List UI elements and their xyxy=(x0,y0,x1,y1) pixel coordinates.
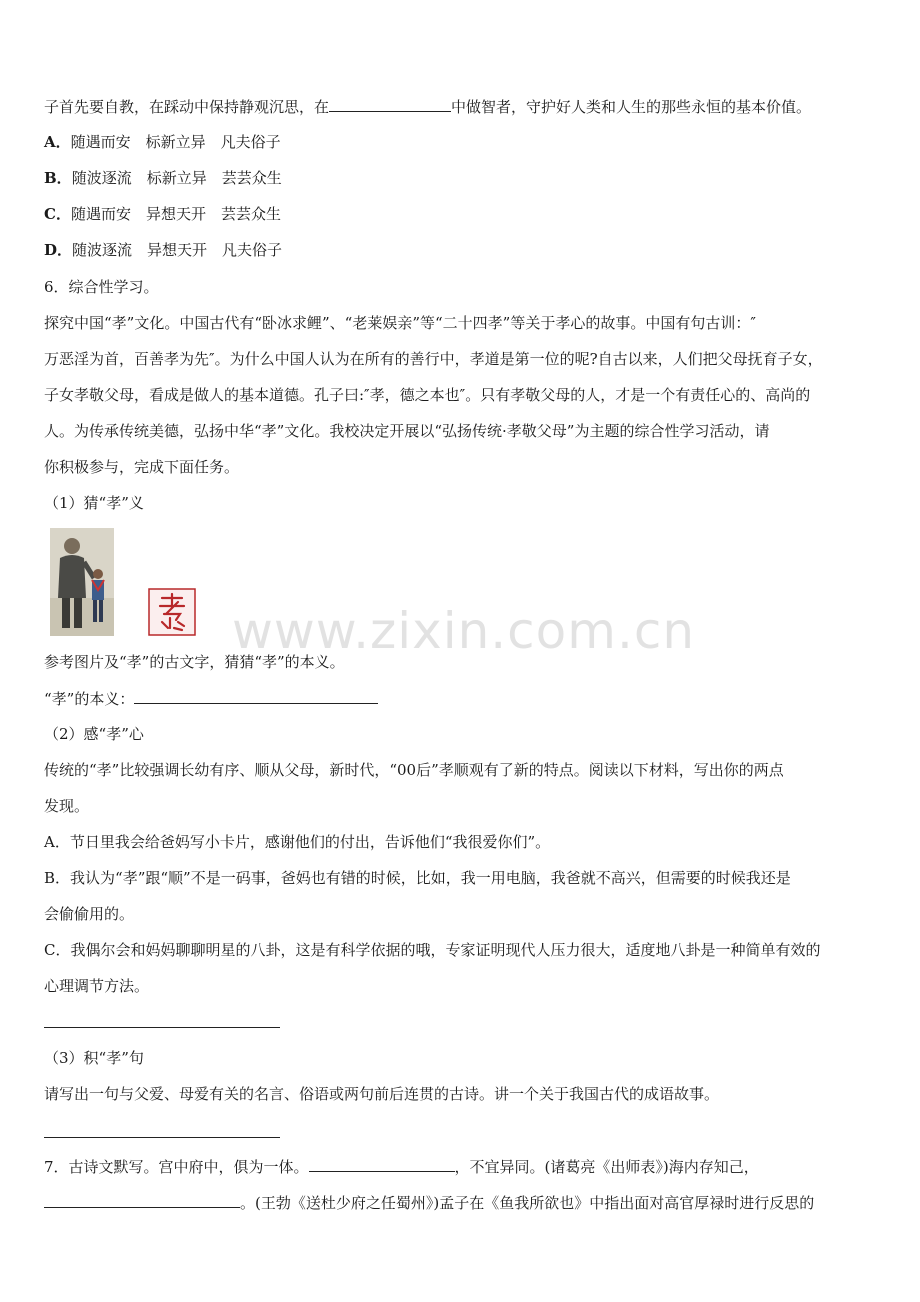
part2-intro-line: 传统的“孝”比较强调长幼有序、顺从父母，新时代，“00后”孝顺观有了新的特点。阅读以下材料，写出你的两点 xyxy=(44,761,784,779)
q5-option-b xyxy=(44,167,880,189)
q7-text-a: 7．古诗文默写。宫中府中，俱为一体。 xyxy=(44,1158,309,1176)
part2-material-c: C．我偶尔会和妈妈聊聊明星的八卦，这是有科学依据的哦，专家证明现代人压力很大，适度地八卦是一种简单有效的 xyxy=(44,941,821,959)
part2-material-a: A．节日里我会给爸妈写小卡片，感谢他们的付出，告诉他们“我很爱你们”。 xyxy=(44,833,551,851)
part2-answer-line[interactable] xyxy=(44,1027,280,1028)
option-key: C． xyxy=(44,205,71,223)
q7-text-c: 。(王勃《送杜少府之任蜀州》)孟子在《鱼我所欲也》中指出面对高官厚禄时进行反思的 xyxy=(240,1194,815,1212)
q7-line1 xyxy=(44,1155,880,1178)
part1-answer-blank[interactable] xyxy=(134,687,378,704)
part1-answer-label: “孝”的本义： xyxy=(44,690,135,708)
option-key: A． xyxy=(44,133,71,151)
q5-option-a xyxy=(44,131,880,153)
q6-intro-line: 你积极参与，完成下面任务。 xyxy=(44,458,240,476)
option-key: B． xyxy=(44,169,72,187)
q5-stem-after: 中做智者，守护好人类和人生的那些永恒的基本价值。 xyxy=(451,98,812,116)
q6-heading: 6．综合性学习。 xyxy=(44,278,159,296)
q6-intro-line: 人。为传承传统美德，弘扬中华“孝”文化。我校决定开展以“弘扬传统·孝敬父母”为主题的综合性学习活动，请 xyxy=(44,422,770,440)
q5-option-d xyxy=(44,239,880,261)
part1-title: （1）猜“孝”义 xyxy=(44,494,144,512)
q7-blank-1[interactable] xyxy=(309,1155,455,1172)
part3-instruction: 请写出一句与父爱、母爱有关的名言、俗语或两句前后连贯的古诗。讲一个关于我国古代的成语故事。 xyxy=(44,1085,720,1103)
part1-instruction: 参考图片及“孝”的古文字，猜猜“孝”的本义。 xyxy=(44,653,345,671)
part1-answer xyxy=(44,687,880,710)
part2-title: （2）感“孝”心 xyxy=(44,725,144,743)
option-text: 随遇而安 标新立异 凡夫俗子 xyxy=(70,133,281,151)
part2-material-b: B．我认为“孝”跟“顺”不是一码事，爸妈也有错的时候，比如，我一用电脑，我爸就不高兴，但需要的时候我还是 xyxy=(44,869,791,887)
part3-answer-line[interactable] xyxy=(44,1137,280,1138)
q7-line2 xyxy=(44,1191,880,1214)
option-text: 随遇而安 异想天开 芸芸众生 xyxy=(70,205,281,223)
part2-material-c-cont: 心理调节方法。 xyxy=(44,977,150,995)
ancient-xiao-character-seal xyxy=(148,588,196,636)
q5-option-c xyxy=(44,203,880,225)
q6-intro-line: 子女孝敬父母，看成是做人的基本道德。孔子曰:″孝，德之本也″。只有孝敬父母的人，才是一个有责任心的、高尚的 xyxy=(44,386,811,404)
q5-stem xyxy=(44,95,880,118)
option-text: 随波逐流 异想天开 凡夫俗子 xyxy=(72,241,283,259)
option-text: 随波逐流 标新立异 芸芸众生 xyxy=(71,169,282,187)
part2-material-b-cont: 会偷偷用的。 xyxy=(44,905,135,923)
option-key: D． xyxy=(44,241,73,259)
q6-intro-line: 探究中国“孝”文化。中国古代有“卧冰求鲤”、“老莱娱亲”等“二十四孝”等关于孝心的故事。中国有句古训：″ xyxy=(44,314,756,332)
q7-blank-2[interactable] xyxy=(44,1191,240,1208)
elder-and-child-image xyxy=(50,528,114,636)
watermark: www.zixin.com.cn xyxy=(232,602,696,660)
part2-intro-line: 发现。 xyxy=(44,797,90,815)
q5-stem-before: 子首先要自教，在踩动中保持静观沉思，在 xyxy=(44,98,330,116)
q6-intro-line: 万恶淫为首，百善孝为先″。为什么中国人认为在所有的善行中，孝道是第一位的呢?自古以来，人们把父母抚育子女， xyxy=(44,350,823,368)
q7-text-b: ，不宜异同。(诸葛亮《出师表》)海内存知己， xyxy=(454,1158,759,1176)
q5-blank[interactable] xyxy=(329,95,451,112)
part3-title: （3）积“孝”句 xyxy=(44,1049,144,1067)
